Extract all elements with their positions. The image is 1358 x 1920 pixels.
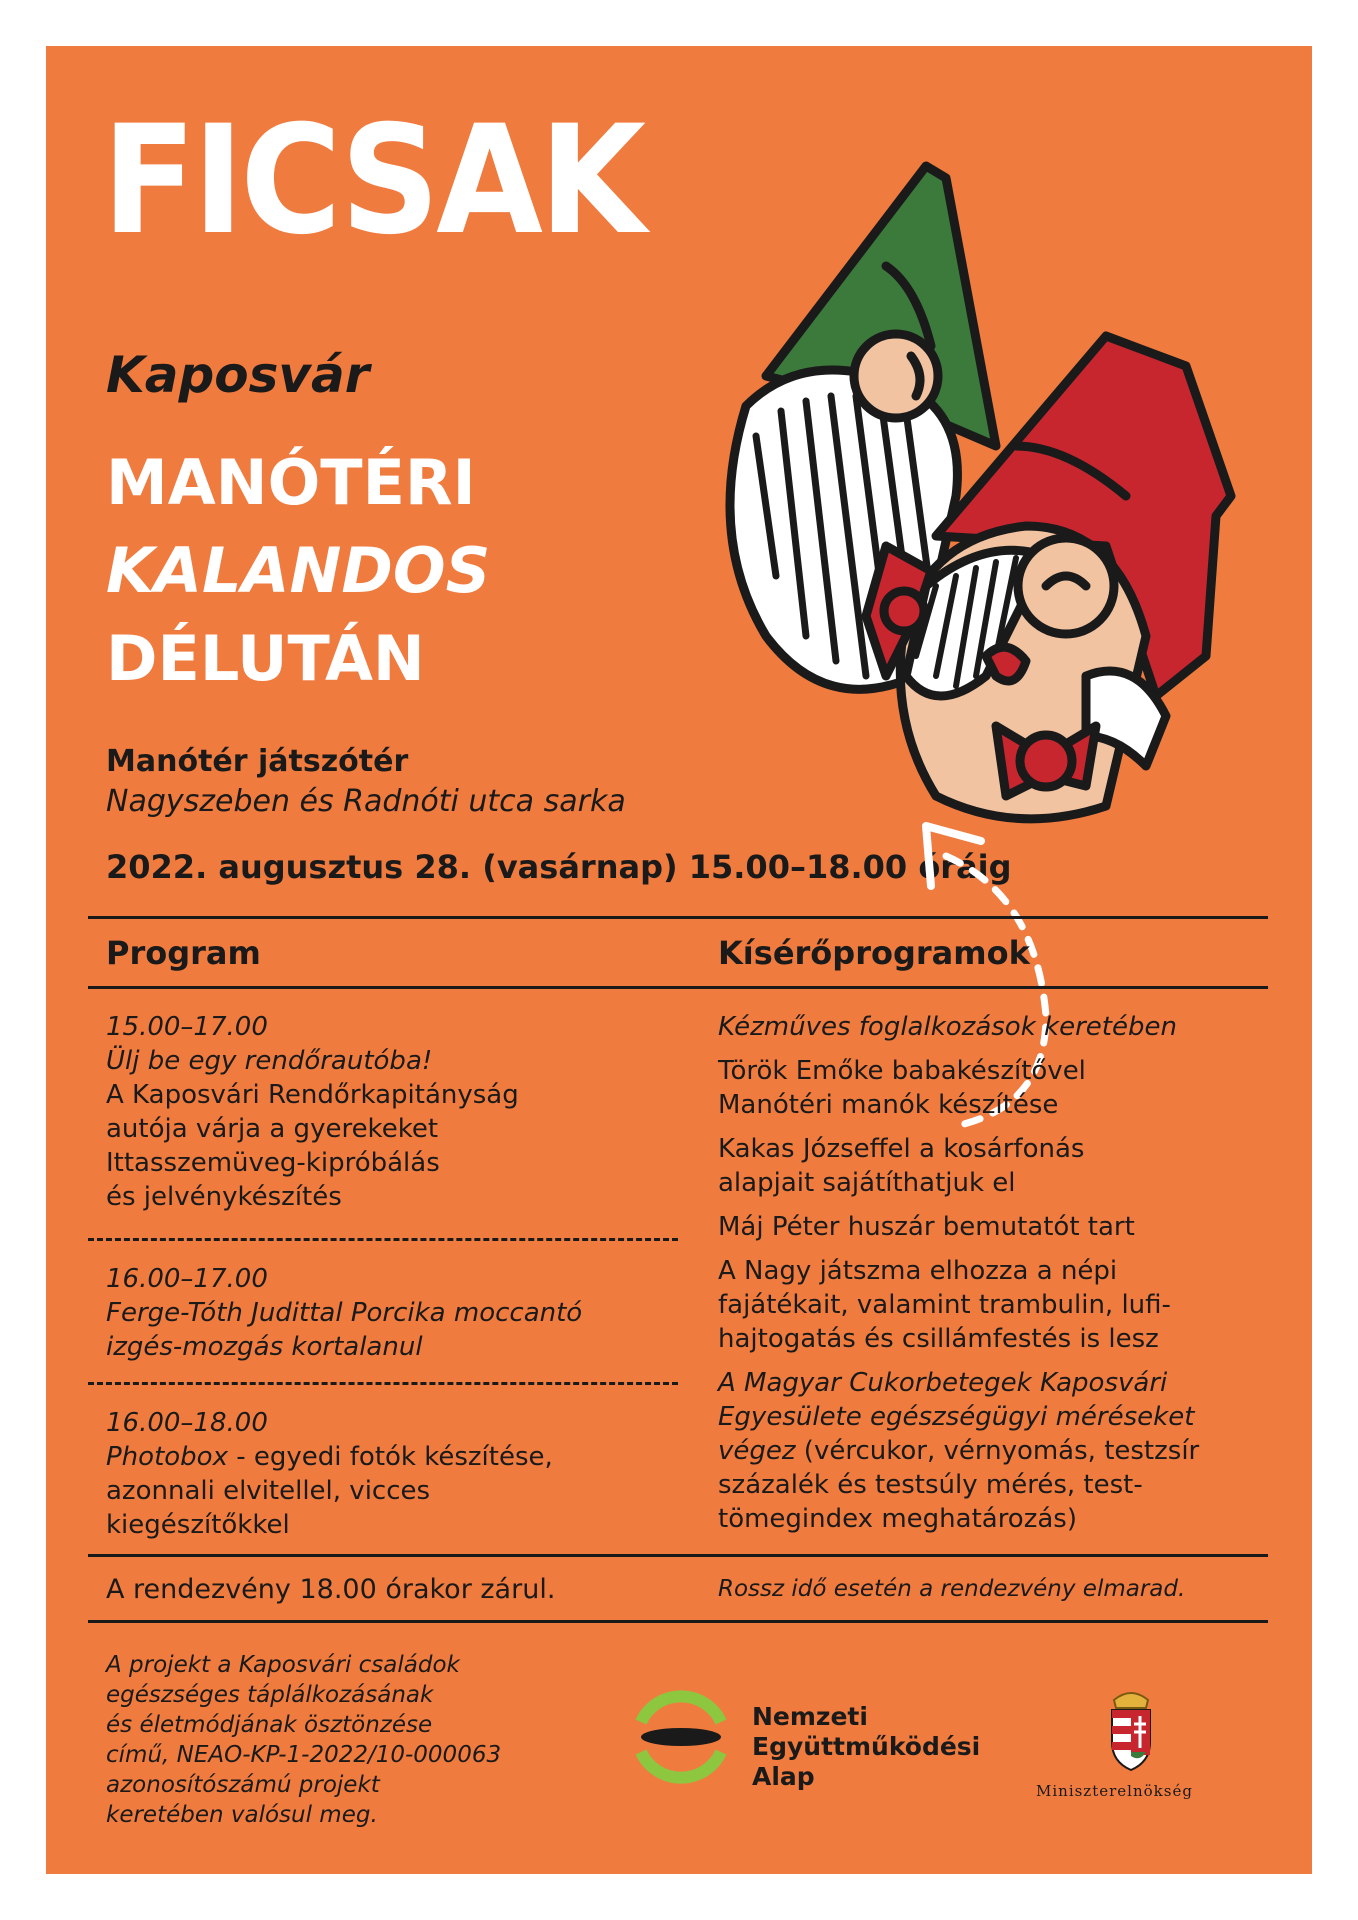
title-line-3: DÉLUTÁN [106, 622, 425, 695]
program-time: 16.00–18.00 [106, 1408, 268, 1438]
nea-line: Nemzeti [752, 1702, 868, 1731]
table-top-rule [88, 916, 1268, 919]
venue-name: Manótér játszótér [106, 744, 409, 779]
program-item-3 [106, 1406, 686, 1542]
project-line: A projekt a Kaposvári családok [106, 1652, 460, 1678]
program-line: kiegészítőkkel [106, 1510, 290, 1540]
program-divider [88, 1382, 678, 1385]
side-line: Török Emőke babakészítővel [718, 1056, 1086, 1086]
program-line: - egyedi fotók készítése, [227, 1442, 553, 1472]
program-divider [88, 1238, 678, 1241]
ficsak-logo: FICSAK [102, 94, 643, 268]
nea-name [752, 1702, 980, 1792]
footer-rule [88, 1620, 1268, 1623]
program-time: 15.00–17.00 [106, 1012, 268, 1042]
side-line: Manótéri manók készítése [718, 1090, 1059, 1120]
nea-logo-icon [626, 1682, 736, 1792]
side-line: A Nagy játszma elhozza a népi [718, 1256, 1118, 1286]
event-date: 2022. augusztus 28. (vasárnap) 15.00–18.00 óráig [106, 848, 1012, 886]
program-item-2 [106, 1262, 686, 1364]
project-line: című, NEAO-KP-1-2022/10-000063 [106, 1742, 502, 1768]
side-line: (vércukor, vérnyomás, testzsír [795, 1436, 1200, 1466]
side-line: Egyesülete egészségügyi méréseket [718, 1402, 1195, 1432]
program-line: A Kaposvári Rendőrkapitányság [106, 1080, 519, 1110]
project-line: azonosítószámú projekt [106, 1772, 380, 1798]
title-line-1: MANÓTÉRI [106, 446, 476, 519]
header-program: Program [106, 934, 261, 972]
program-title: Ülj be egy rendőrautóba! [106, 1046, 433, 1076]
program-line: Ferge-Tóth Judittal Porcika moccantó [106, 1298, 583, 1328]
project-line: és életmódjának ösztönzése [106, 1712, 433, 1738]
program-line: és jelvénykészítés [106, 1182, 342, 1212]
side-line: alapjait sajátíthatjuk el [718, 1168, 1016, 1198]
program-line: izgés-mozgás kortalanul [106, 1332, 423, 1362]
table-header-rule [88, 986, 1268, 989]
project-note [106, 1650, 576, 1830]
project-line: egészséges táplálkozásának [106, 1682, 434, 1708]
side-line: tömegindex meghatározás) [718, 1504, 1077, 1534]
program-item-1 [106, 1010, 686, 1214]
ministry-name: Miniszterelnökség [1036, 1782, 1193, 1800]
project-line: keretében valósul meg. [106, 1802, 378, 1828]
side-intro: Kézműves foglalkozások keretében [718, 1012, 1177, 1042]
side-item [718, 1366, 1258, 1536]
program-line: Ittasszemüveg-kipróbálás [106, 1148, 440, 1178]
side-line: végez [718, 1436, 796, 1466]
poster [46, 46, 1312, 1874]
side-line: fajátékait, valamint trambulin, lufi- [718, 1290, 1171, 1320]
nea-line: Együttműködési [752, 1732, 981, 1761]
side-line: Máj Péter huszár bemutatót tart [718, 1212, 1135, 1242]
side-programs [718, 1010, 1258, 1536]
coat-of-arms-icon [1106, 1686, 1156, 1772]
side-item [718, 1254, 1258, 1356]
side-item [718, 1132, 1258, 1200]
side-line: hajtogatás és csillámfestés is lesz [718, 1324, 1159, 1354]
venue-address: Nagyszeben és Radnóti utca sarka [106, 784, 626, 819]
nea-line: Alap [752, 1762, 815, 1791]
header-side-programs: Kísérőprogramok [718, 934, 1030, 972]
side-line: Kakas Józseffel a kosárfonás [718, 1134, 1085, 1164]
table-bottom-rule [88, 1554, 1268, 1557]
side-item [718, 1210, 1258, 1244]
gnome-illustration [686, 116, 1306, 876]
side-item [718, 1054, 1258, 1122]
program-title: Photobox [106, 1442, 228, 1472]
closing-note: A rendezvény 18.00 órakor zárul. [106, 1574, 556, 1605]
rain-note: Rossz idő esetén a rendezvény elmarad. [718, 1576, 1186, 1602]
program-line: autója várja a gyerekeket [106, 1114, 439, 1144]
city-name: Kaposvár [106, 346, 370, 404]
title-line-2: KALANDOS [106, 534, 491, 607]
program-line: azonnali elvitellel, vicces [106, 1476, 431, 1506]
program-time: 16.00–17.00 [106, 1264, 268, 1294]
side-line: százalék és testsúly mérés, test- [718, 1470, 1143, 1500]
side-line: A Magyar Cukorbetegek Kaposvári [718, 1368, 1168, 1398]
